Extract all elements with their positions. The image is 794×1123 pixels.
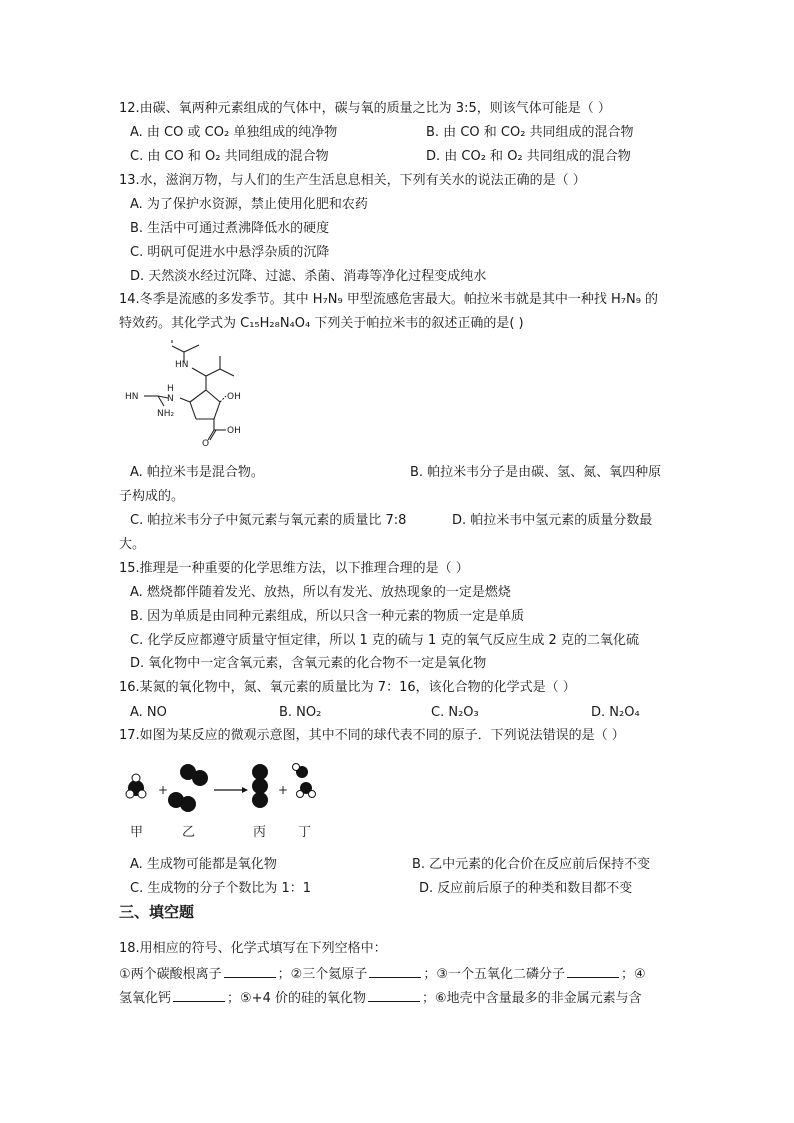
label-yi: 乙	[182, 825, 196, 840]
molecule-yi	[168, 764, 208, 812]
q17-option-a: A. 生成物可能都是氧化物	[130, 857, 277, 872]
answer-blank-4[interactable]	[173, 988, 225, 1002]
molecule-label-oh2: OH	[227, 426, 241, 436]
q18-line2	[119, 988, 642, 1008]
label-ding: 丁	[298, 825, 312, 840]
q18-part3: ；③一个五氧化二磷分子	[423, 967, 565, 982]
molecule-label-o: O	[202, 439, 210, 448]
q18-line1	[119, 964, 646, 984]
section-heading-fill-blank: 三、填空题	[119, 903, 195, 921]
q17-option-d: D. 反应前后原子的种类和数目都不变	[419, 881, 633, 896]
arrow-head-icon	[242, 787, 248, 793]
q12-stem: 12.由碳、氧两种元素组成的气体中，碳与氧的质量之比为 3:5，则该气体可能是（ ）	[119, 101, 611, 116]
q17-option-b: B. 乙中元素的化合价在反应前后保持不变	[412, 857, 651, 872]
q13-stem: 13.水，滋润万物，与人们的生产生活息息相关，下列有关水的说法正确的是（ ）	[119, 173, 586, 188]
q16-option-a: A. NO	[130, 705, 167, 720]
label-bing: 丙	[253, 825, 267, 840]
q18-part7: ；⑥地壳中含量最多的非金属元素与含	[421, 991, 642, 1006]
q18-part6: ；⑤+4 价的硅的氧化物	[227, 991, 366, 1006]
plus-sign-2: +	[278, 783, 289, 797]
q15-option-c: C. 化学反应都遵守质量守恒定律，所以 1 克的硫与 1 克的氧气反应生成 2 克的二氧化硫	[130, 633, 639, 648]
q13-option-b: B. 生活中可通过煮沸降低水的硬度	[130, 221, 330, 236]
q16-option-c: C. N₂O₃	[431, 705, 479, 720]
q14-option-c: C. 帕拉米韦分子中氮元素与氧元素的质量比 7:8	[130, 513, 407, 528]
q12-option-b: B. 由 CO 和 CO₂ 共同组成的混合物	[426, 125, 634, 140]
q15-option-a: A. 燃烧都伴随着发光、放热，所以有发光、放热现象的一定是燃烧	[130, 585, 511, 600]
q14-option-d-line1: D. 帕拉米韦中氢元素的质量分数最	[452, 513, 653, 528]
molecule-label-nh2: NH₂	[157, 409, 175, 419]
q16-option-d: D. N₂O₄	[591, 705, 640, 720]
molecule-label-hn: HN	[175, 360, 189, 370]
q13-option-c: C. 明矾可促进水中悬浮杂质的沉降	[130, 245, 330, 260]
q17-option-c: C. 生成物的分子个数比为 1：1	[130, 881, 312, 896]
reaction-micro-diagram	[120, 758, 330, 840]
q16-option-b: B. NO₂	[279, 705, 322, 720]
peramivir-structure-diagram	[122, 336, 272, 448]
q15-option-b: B. 因为单质是由同种元素组成，所以只含一种元素的物质一定是单质	[130, 609, 525, 624]
q14-option-d-line2: 大。	[119, 537, 146, 552]
q16-stem: 16.某氮的氧化物中，氮、氧元素的质量比为 7：16，该化合物的化学式是（ ）	[119, 680, 576, 695]
q18-part1: ①两个碳酸根离子	[119, 967, 222, 982]
q13-option-a: A. 为了保护水资源，禁止使用化肥和农药	[130, 197, 368, 212]
molecule-ding	[293, 764, 316, 798]
answer-blank-3[interactable]	[567, 964, 619, 978]
q14-stem-line1: 14.冬季是流感的多发季节。其中 H₇N₉ 甲型流感危害最大。帕拉米韦就是其中一种找 H₇N₉ 的	[119, 292, 659, 307]
q14-option-a: A. 帕拉米韦是混合物。	[130, 465, 264, 480]
q18-part5: 氢氧化钙	[119, 991, 172, 1006]
q17-stem: 17.如图为某反应的微观示意图，其中不同的球代表不同的原子．下列说法错误的是（ ）	[119, 728, 625, 743]
q14-stem-line2: 特效药。其化学式为 C₁₅H₂₈N₄O₄ 下列关于帕拉米韦的叙述正确的是( )	[119, 316, 524, 331]
q18-part4: ；④	[620, 967, 646, 982]
answer-blank-5[interactable]	[368, 988, 420, 1002]
q15-option-d: D. 氧化物中一定含氧元素，含氧元素的化合物不一定是氧化物	[130, 656, 487, 671]
q13-option-d: D. 天然淡水经过沉降、过滤、杀菌、消毒等净化过程变成纯水	[130, 269, 487, 284]
q18-part2: ；②三个氦原子	[277, 967, 368, 982]
q12-option-a: A. 由 CO 或 CO₂ 单独组成的纯净物	[130, 125, 338, 140]
molecule-label-oh: OH	[227, 392, 241, 402]
answer-blank-1[interactable]	[224, 964, 276, 978]
q18-stem: 18.用相应的符号、化学式填写在下列空格中：	[119, 941, 387, 956]
q12-option-c: C. 由 CO 和 O₂ 共同组成的混合物	[130, 149, 329, 164]
plus-sign-1: +	[158, 783, 169, 797]
molecule-label-h: H	[167, 384, 174, 394]
molecule-label-n: N	[167, 394, 174, 404]
q14-option-b-line2: 子构成的。	[119, 489, 185, 504]
q15-stem: 15.推理是一种重要的化学思维方法，以下推理合理的是（ ）	[119, 561, 469, 576]
answer-blank-2[interactable]	[369, 964, 421, 978]
label-jia: 甲	[130, 825, 144, 840]
q12-option-d: D. 由 CO₂ 和 O₂ 共同组成的混合物	[426, 149, 631, 164]
molecule-jia	[126, 774, 146, 798]
q14-option-b-line1: B. 帕拉米韦分子是由碳、氢、氮、氧四种原	[410, 465, 662, 480]
molecule-bing	[252, 764, 268, 808]
molecule-label-hn2: HN	[125, 392, 139, 402]
